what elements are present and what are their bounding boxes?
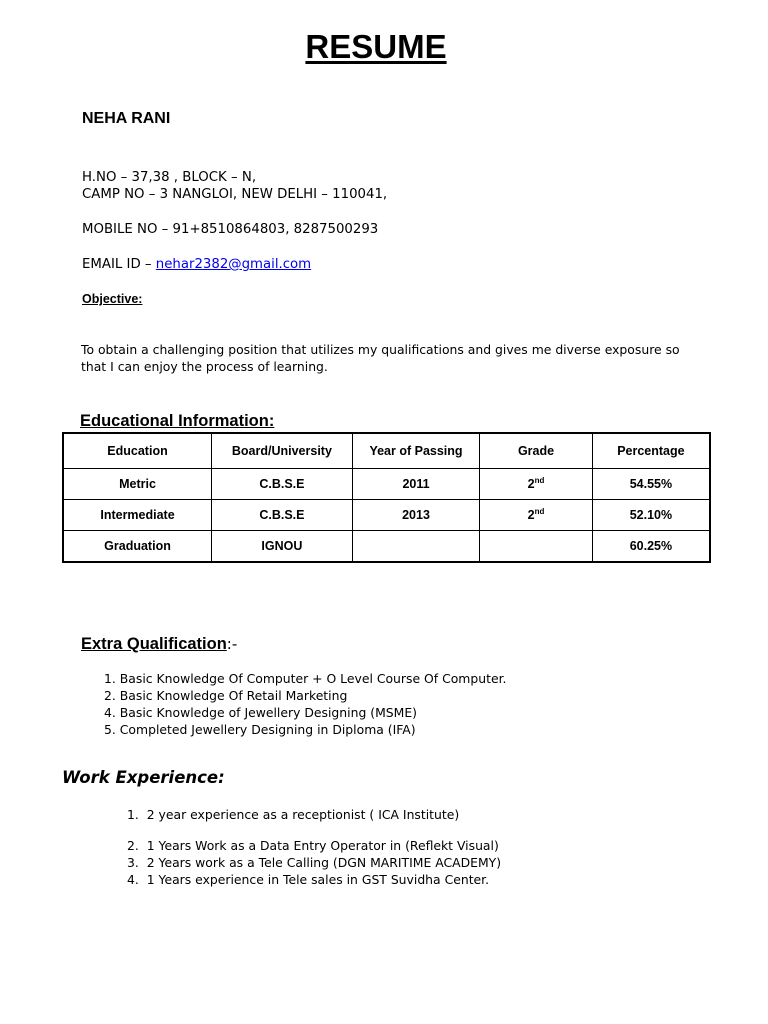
- education-cell: Metric: [63, 469, 212, 500]
- list-item: 1. Basic Knowledge Of Computer + O Level Course Of Computer.: [104, 671, 507, 686]
- email-link[interactable]: nehar2382@gmail.com: [155, 257, 312, 272]
- candidate-name: NEHA RANI: [82, 110, 171, 127]
- list-item: 4. Basic Knowledge of Jewellery Designing (MSME): [104, 705, 417, 720]
- column-header: Education: [63, 433, 212, 469]
- year-cell: 2011: [352, 469, 480, 500]
- list-item: 5. Completed Jewellery Designing in Diploma (IFA): [104, 722, 416, 737]
- grade-cell: 2nd: [480, 500, 593, 531]
- board-cell: IGNOU: [212, 531, 353, 563]
- list-item: 1. 2 year experience as a receptionist ( ICA Institute): [127, 807, 460, 822]
- table-row: [63, 469, 710, 500]
- board-cell: C.B.S.E: [212, 469, 353, 500]
- email-row: [82, 257, 311, 272]
- table-row: [63, 531, 710, 563]
- mobile-number: MOBILE NO – 91+8510864803, 8287500293: [82, 222, 379, 237]
- objective-text: To obtain a challenging position that utilizes my qualifications and gives me diverse exposure so that I can enjoy the process of learning.: [81, 342, 680, 374]
- year-cell: [352, 531, 480, 563]
- list-item: 2. Basic Knowledge Of Retail Marketing: [104, 688, 348, 703]
- percentage-cell: 54.55%: [592, 469, 710, 500]
- column-header: Percentage: [592, 433, 710, 469]
- education-cell: Graduation: [63, 531, 212, 563]
- column-header: Board/University: [212, 433, 353, 469]
- percentage-cell: 52.10%: [592, 500, 710, 531]
- page-title: RESUME: [305, 28, 447, 65]
- board-cell: C.B.S.E: [212, 500, 353, 531]
- work-experience-heading: Work Experience:: [62, 768, 225, 787]
- work-experience-list: [127, 806, 501, 888]
- email-label: EMAIL ID –: [82, 257, 156, 272]
- education-cell: Intermediate: [63, 500, 212, 531]
- extra-qualification-list: [104, 670, 506, 738]
- address-line-1: H.NO – 37,38 , BLOCK – N,: [82, 170, 257, 185]
- list-item: 4. 1 Years experience in Tele sales in GST Suvidha Center.: [127, 872, 490, 887]
- grade-cell: 2nd: [480, 469, 593, 500]
- extra-qualification-heading: Extra Qualification:-: [81, 635, 238, 653]
- table-header-row: [63, 433, 710, 469]
- percentage-cell: 60.25%: [592, 531, 710, 563]
- objective-heading: Objective:: [82, 292, 143, 306]
- address-line-2: CAMP NO – 3 NANGLOI, NEW DELHI – 110041,: [82, 187, 388, 202]
- education-table: [62, 432, 711, 563]
- table-row: [63, 500, 710, 531]
- list-item: 3. 2 Years work as a Tele Calling (DGN MARITIME ACADEMY): [127, 855, 502, 870]
- column-header: Year of Passing: [352, 433, 480, 469]
- list-item: 2. 1 Years Work as a Data Entry Operator in (Reflekt Visual): [127, 838, 499, 853]
- year-cell: 2013: [352, 500, 480, 531]
- column-header: Grade: [480, 433, 593, 469]
- grade-cell: [480, 531, 593, 563]
- education-heading: Educational Information:: [80, 412, 275, 430]
